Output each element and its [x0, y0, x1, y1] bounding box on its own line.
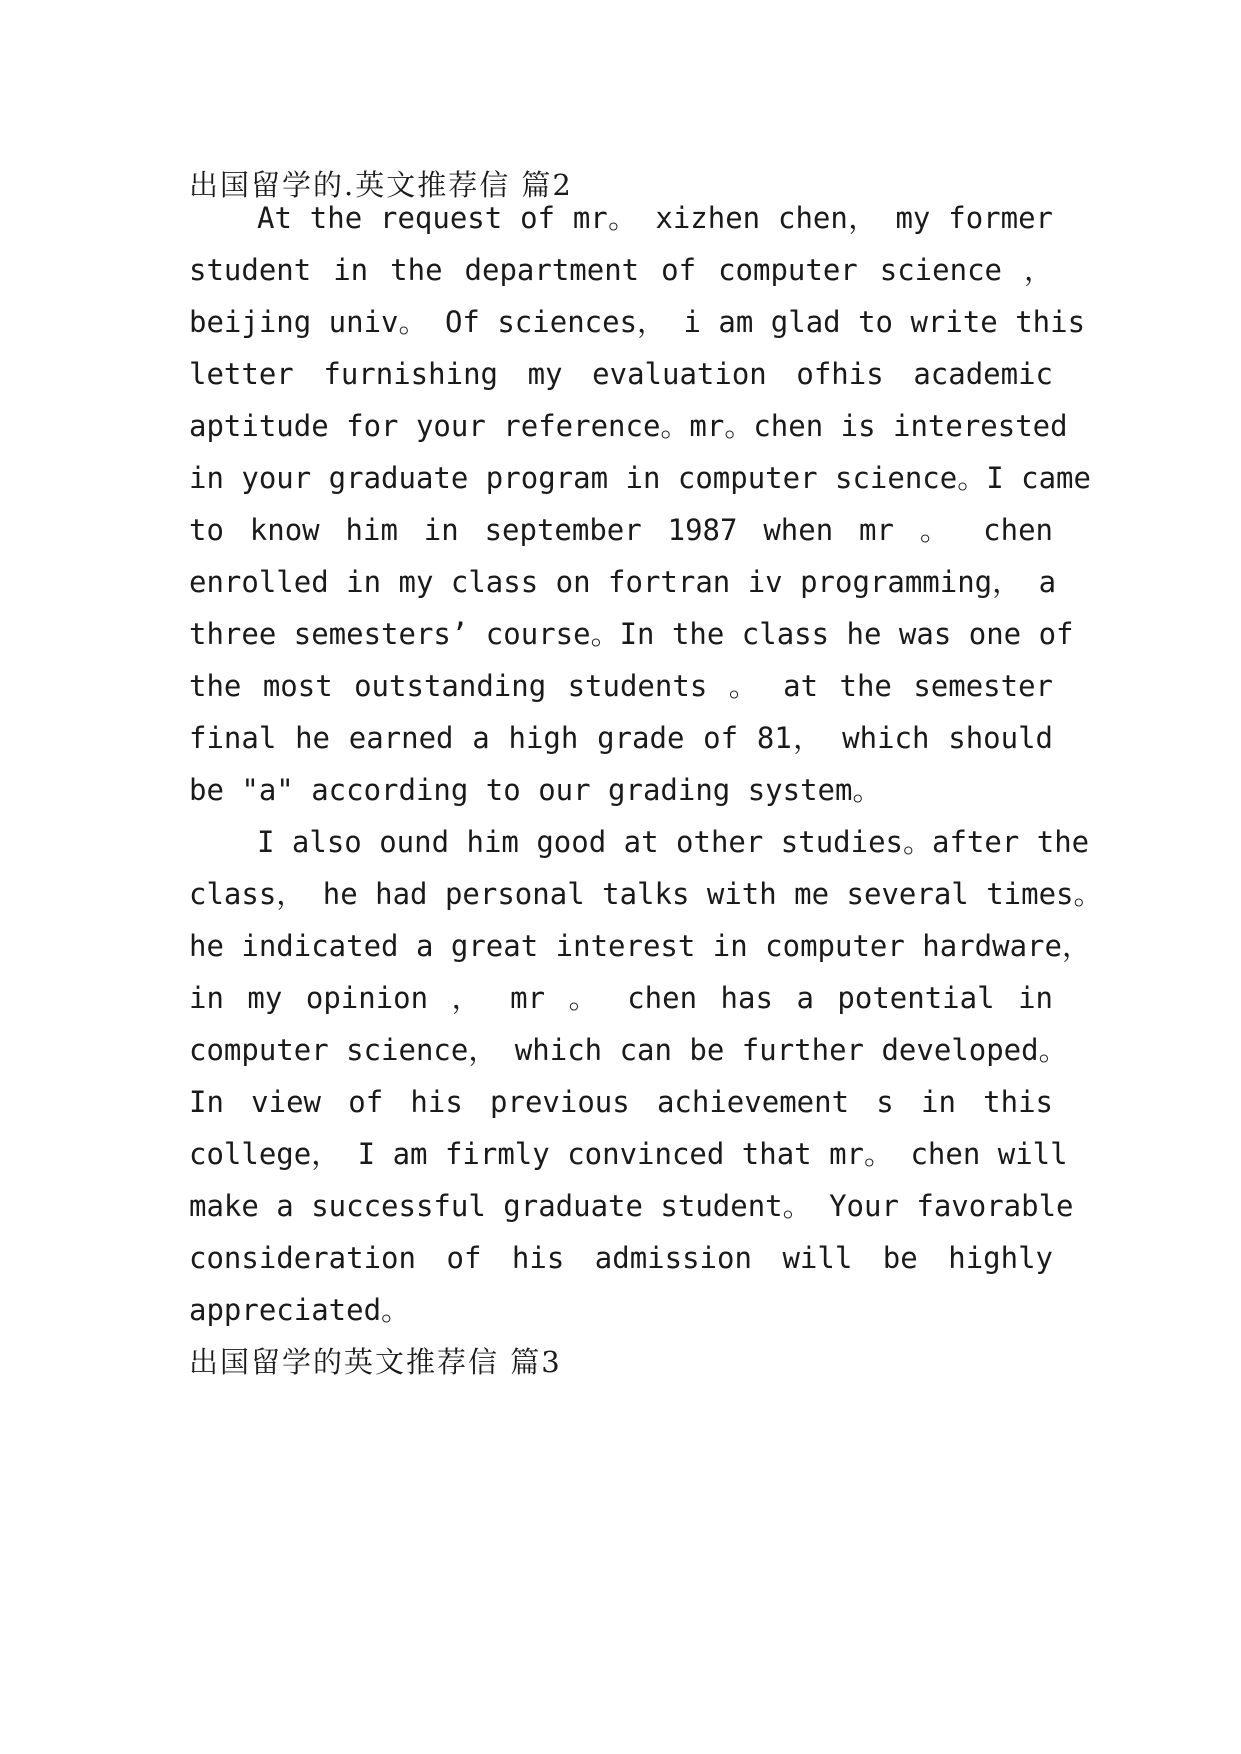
paragraph-line: college， I am firmly convinced that mr。 chen will	[189, 1137, 1068, 1171]
paragraph-line: he indicated a great interest in computer hardware，	[189, 929, 1091, 963]
section-heading-3: 出国留学的英文推荐信 篇3	[189, 1345, 562, 1379]
paragraph-line: I also ound him good at other studies。after the	[257, 825, 1090, 859]
paragraph-line: letter furnishing my evaluation ofhis academic	[189, 357, 1053, 391]
paragraph-line: to know him in september 1987 when mr 。 chen	[189, 513, 1053, 547]
paragraph-line: in my opinion ， mr 。 chen has a potential in	[189, 981, 1053, 1015]
paragraph-line: beijing univ。 Of sciences， i am glad to write this	[189, 305, 1086, 339]
paragraph-line: enrolled in my class on fortran iv programming， a	[189, 565, 1057, 599]
paragraph-line: appreciated。	[189, 1293, 411, 1327]
paragraph-line: three semesters’ course。In the class he was one of	[189, 617, 1074, 651]
paragraph-line: In view of his previous achievement s in this	[189, 1085, 1053, 1119]
paragraph-line: final he earned a high grade of 81， which should	[189, 721, 1053, 755]
paragraph-line: in your graduate program in computer science。I came	[189, 461, 1091, 495]
paragraph-line: class， he had personal talks with me several times。	[189, 877, 1103, 911]
paragraph-line: student in the department of computer science ，	[189, 253, 1053, 287]
paragraph-line: make a successful graduate student。 Your favorable	[189, 1189, 1074, 1223]
paragraph-line: consideration of his admission will be highly	[189, 1241, 1053, 1275]
paragraph-line: At the request of mr。 xizhen chen， my former	[257, 201, 1053, 235]
paragraph-line: computer science， which can be further developed。	[189, 1033, 1068, 1067]
paragraph-line: be "a" according to our grading system。	[189, 773, 882, 807]
paragraph-line: the most outstanding students 。 at the semester	[189, 669, 1053, 703]
paragraph-line: aptitude for your reference。mr。chen is interested	[189, 409, 1068, 443]
section-heading-2: 出国留学的.英文推荐信 篇2	[189, 168, 573, 202]
